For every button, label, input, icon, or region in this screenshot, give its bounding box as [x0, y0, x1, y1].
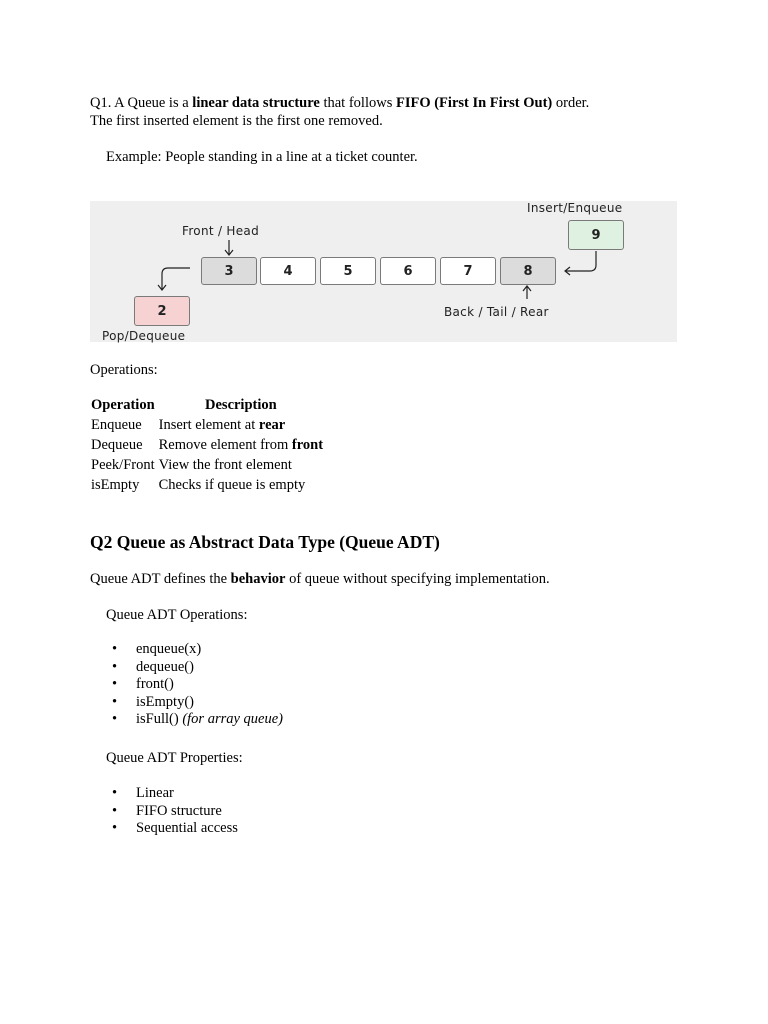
description-cell: [157, 415, 325, 435]
q2-intro-suffix: of queue without specifying implementation.: [285, 571, 550, 587]
queue-cell: 7: [440, 257, 496, 285]
queue-cell-rear: 8: [500, 257, 556, 285]
list-item: • enqueue(x): [108, 641, 283, 659]
q2-intro: [90, 570, 550, 588]
list-item: • isEmpty(): [108, 694, 283, 712]
queue-cell: 6: [380, 257, 436, 285]
description-text: Remove element from: [158, 436, 292, 453]
adt-properties-heading: Queue ADT Properties:: [106, 750, 243, 766]
description-cell: [157, 475, 325, 495]
operations-heading: Operations:: [90, 362, 158, 378]
adt-operations-list: [108, 641, 283, 729]
description-bold: rear: [258, 416, 286, 433]
isfull-note: (for array queue): [182, 711, 283, 728]
table-row: [89, 435, 325, 455]
list-item: • front(): [108, 676, 283, 694]
q2-heading: Q2 Queue as Abstract Data Type (Queue ADT): [90, 532, 440, 552]
operation-cell: Dequeue: [91, 436, 143, 453]
operations-table: [89, 395, 325, 495]
adt-operations-heading: Queue ADT Operations:: [106, 607, 248, 623]
column-header-description: Description: [205, 396, 277, 413]
description-text: Insert element at: [158, 416, 259, 433]
queue-cell-front: 3: [201, 257, 257, 285]
pop-dequeue-label: Pop/Dequeue: [102, 329, 186, 343]
q1-mid: that follows: [319, 95, 396, 111]
queue-cell: 4: [260, 257, 316, 285]
description-cell: [157, 435, 325, 455]
column-header-operation: Operation: [91, 396, 155, 413]
description-cell: [157, 455, 325, 475]
table-row: [89, 415, 325, 435]
queue-diagram: [90, 201, 677, 342]
q1-prefix: Q1. A Queue is a: [90, 95, 193, 111]
adt-properties-list: [108, 785, 238, 838]
operation-cell: Enqueue: [91, 416, 142, 433]
list-item: [108, 711, 283, 729]
q1-suffix: order.: [552, 95, 590, 111]
table-header-row: [89, 395, 325, 415]
q1-bold-linear: linear data structure: [192, 95, 320, 111]
table-row: [89, 455, 325, 475]
q1-line2: The first inserted element is the first one removed.: [90, 113, 383, 129]
list-item: • Sequential access: [108, 820, 238, 838]
q2-intro-prefix: Queue ADT defines the: [90, 571, 231, 587]
queue-cell: 5: [320, 257, 376, 285]
operation-cell: isEmpty: [91, 476, 140, 493]
list-item: • dequeue(): [108, 659, 283, 677]
dequeued-node: 2: [134, 296, 190, 326]
q2-intro-bold: behavior: [230, 571, 286, 587]
incoming-node: 9: [568, 220, 624, 250]
list-item-text: isFull(): [136, 711, 183, 728]
list-item: • Linear: [108, 785, 238, 803]
operation-cell: Peek/Front: [91, 456, 155, 473]
q1-example: Example: People standing in a line at a ticket counter.: [106, 149, 418, 165]
insert-enqueue-label: Insert/Enqueue: [527, 201, 623, 215]
table-row: [89, 475, 325, 495]
front-head-label: Front / Head: [182, 224, 260, 238]
q1-definition: [90, 94, 589, 112]
description-text: View the front element: [158, 456, 292, 473]
description-text: Checks if queue is empty: [158, 476, 306, 493]
description-bold: front: [291, 436, 324, 453]
back-tail-rear-label: Back / Tail / Rear: [444, 305, 549, 319]
list-item: • FIFO structure: [108, 803, 238, 821]
q1-bold-fifo: FIFO (First In First Out): [395, 95, 553, 111]
